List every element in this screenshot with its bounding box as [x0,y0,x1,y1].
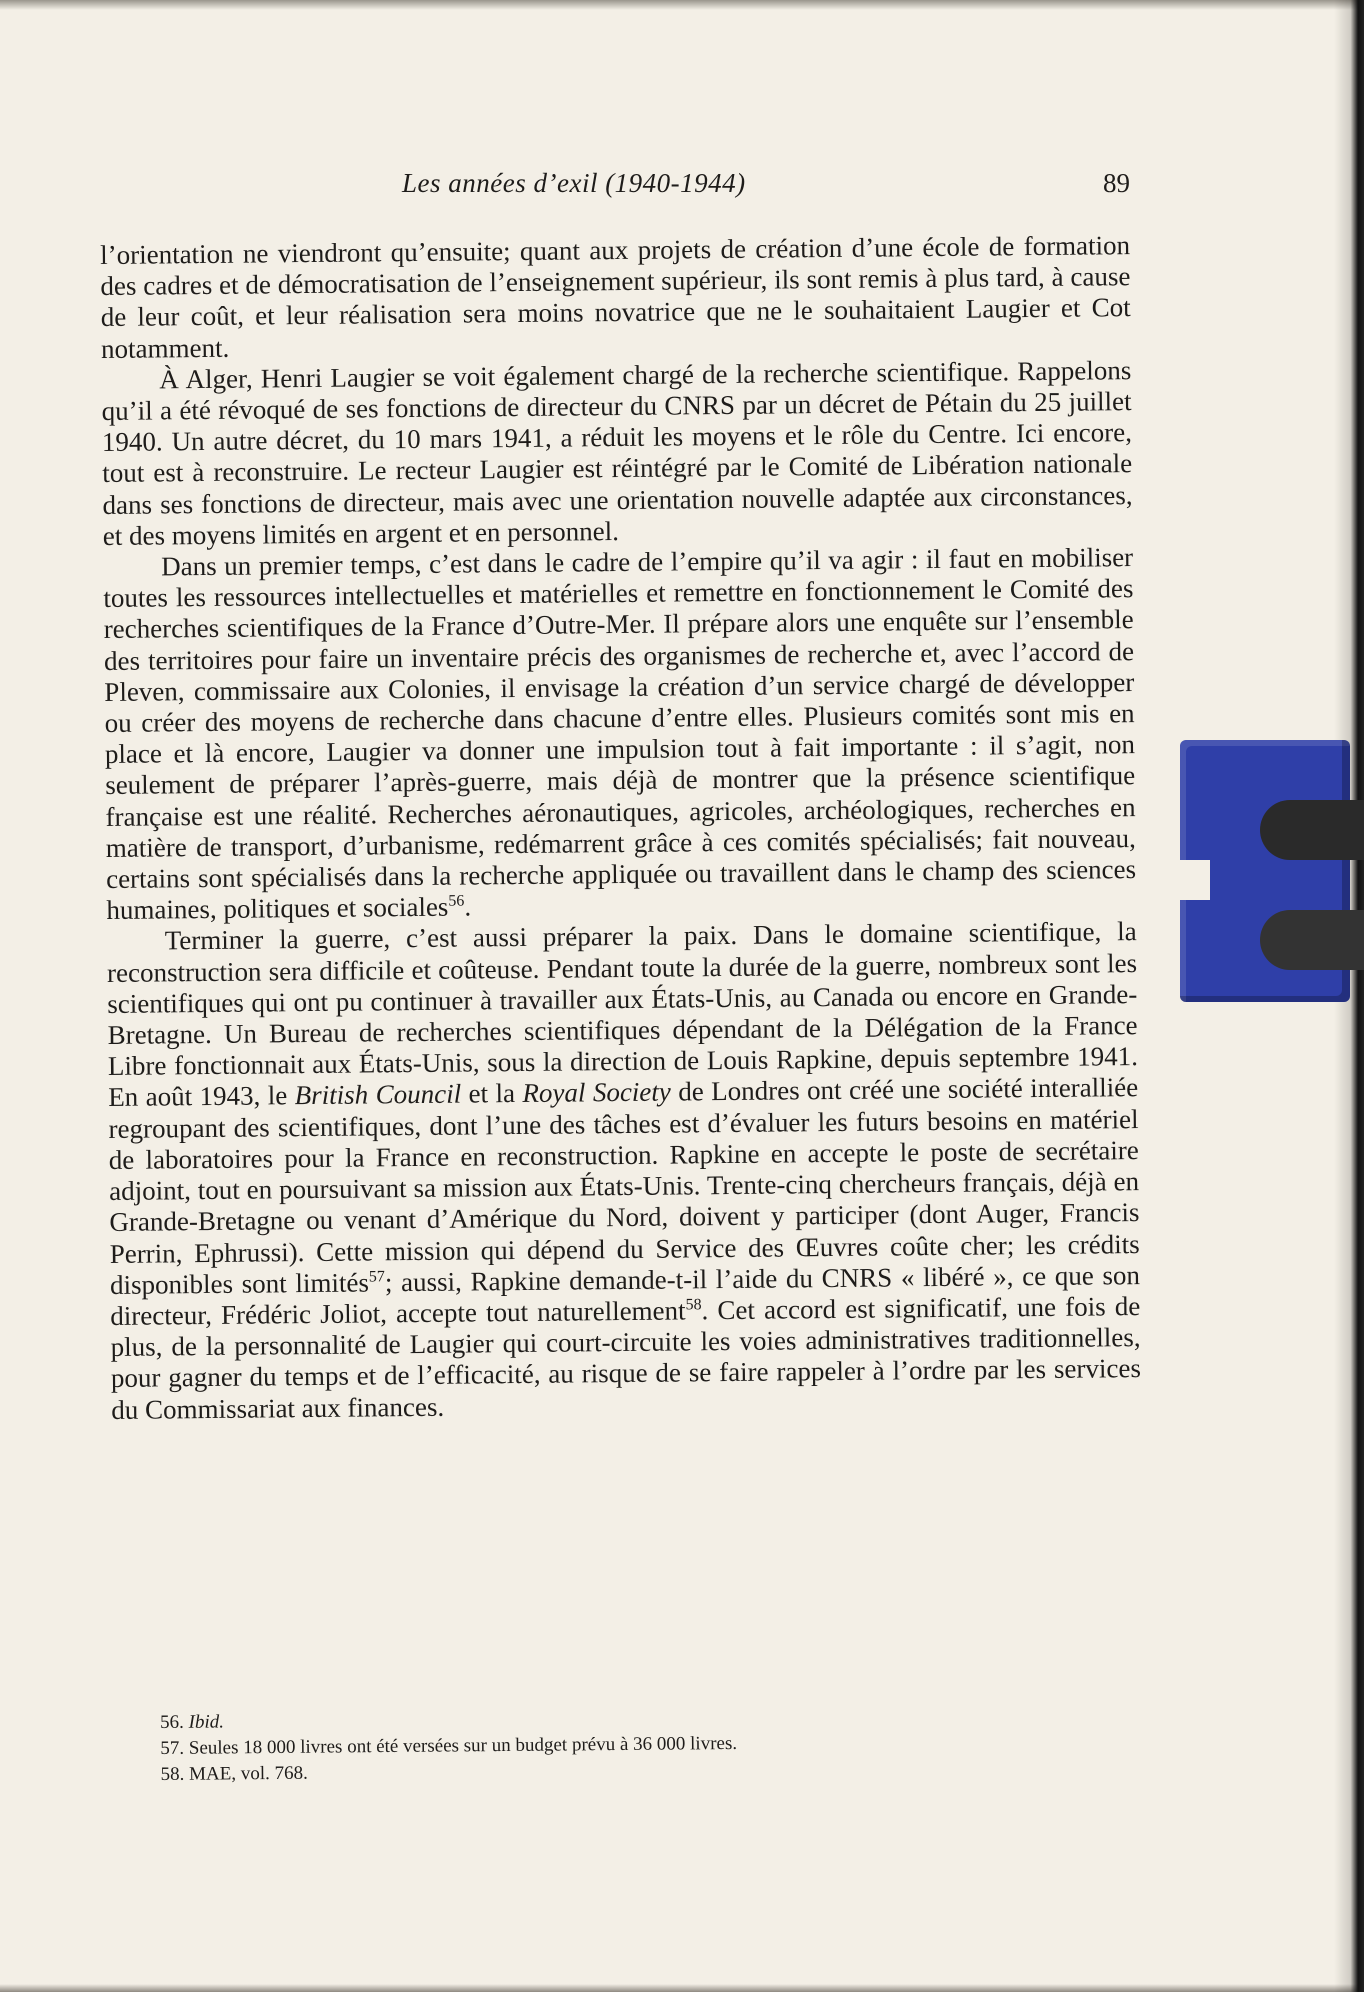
paragraph-3-end: . [464,891,472,922]
footnote-ref-57: 57 [368,1268,385,1286]
british-council-italic: British Council [294,1079,462,1111]
clip-jaw-top [1260,800,1364,860]
paragraph-2: À Alger, Henri Laugier se voit également chargé de la recherche scientifique. Rappelons qu’il a été révoqué de ses fonctions de directeur du CNRS par un décret de Pétain du 25 juillet 1940. Un autre décret, du 10 mars 1941, a réduit les moyens et le rôle du Centre. Ici encore, tout est à reconstruire. Le recteur Laugier est réintégré par le Comité de Libération nationale dans ses fonctions de directeur, mais avec une orientation nouvelle adaptée aux circonstances, et des moyens limités en argent et en personnel. [101,354,1133,551]
footnote-ref-58: 58 [685,1296,702,1314]
paragraph-4-part-d: ; aussi, Rapkine demande-t-il l’aide du CNRS « libéré », ce que son directeur, Frédéric Joliot, accepte tout naturellement [110,1259,1141,1331]
paragraph-4-part-e: . Cet accord est significatif, une fois de plus, de la personnalité de Laugier qui court-circuite les voies administratives traditionnelles, pour gagner du temps et de l’efficacité, au risque de se faire rappeler à l’ordre par les services du Commissariat aux finances. [110,1290,1142,1425]
running-title: Les années d’exil (1940-1944) [402,168,746,198]
footnote-text: MAE, vol. 768. [188,1762,308,1785]
body-text [100,230,1141,1426]
paragraph-1: l’orientation ne viendront qu’ensuite; quant aux projets de création d’une école de formation des cadres et de démocratisation de l’enseignement supérieur, ils sont remis à plus tard, à cause de leur coût, et leur réalisation sera moins novatrice que ne le souhaitaient Laugier et Cot notamment. [100,230,1131,364]
paragraph-4 [107,917,1142,1426]
footnote-number: 57. [160,1737,185,1759]
paragraph-3-text: Dans un premier temps, c’est dans le cadre de l’empire qu’il va agir : il faut en mobiliser toutes les ressources intellectuelles et matérielles et remettre en fonctionnement le Comité des recherches scientifiques de la France d’Outre-Mer. Il prépare alors une enquête sur l’ensemble des territoires pour faire un inventaire précis des organismes de recherche et, avec l’accord de Pleven, commissaire aux Colonies, il envisage la création d’un service chargé de développer ou créer des moyens de recherche dans chacune d’entre elles. Plusieurs comités sont mis en place et là encore, Laugier va donner une impulsion tout à fait importante : il s’agit, non seulement de préparer l’après-guerre, mais déjà de montrer que la présence scientifique française est une réalité. Recherches aéronautiques, agricoles, archéologiques, recherches en matière de transport, d’urbanisme, redémarrent grâce à ces comités spécialisés; fait nouveau, certains sont spécialisés dans la recherche appliquée ou travaillent dans le champ des sciences humaines, politiques et sociales [103,542,1137,926]
footnote-number: 58. [160,1763,185,1785]
footnote-text: Ibid. [188,1711,225,1733]
paragraph-4-part-a: Terminer la guerre, c’est aussi préparer la paix. Dans le domaine scientifique, la reconstruction sera difficile et coûteuse. Pendant toute la durée de la guerre, nombreux sont les scientifiques qui ont pu continuer à travailler aux États-Unis, au Canada ou encore en Grande-Bretagne. Un Bureau de recherches scientifiques dépendant de la Délégation de la France Libre fonctionnait aux États-Unis, sous la direction de Louis Rapkine, depuis septembre 1941. En août 1943, le [106,916,1139,1113]
clip-notch [1180,860,1210,900]
clip-jaw-bottom [1260,910,1364,970]
paragraph-4-part-b: et la [461,1078,523,1110]
paragraph-3 [103,542,1137,926]
royal-society-italic: Royal Society [522,1077,671,1109]
page-number: 89 [1103,168,1130,198]
footnote-number: 56. [160,1711,184,1733]
footnote-text: Seules 18 000 livres ont été versées sur un budget prévu à 36 000 livres. [188,1732,738,1759]
running-head [100,168,1130,208]
paragraph-4-part-c: de Londres ont créé une société interalliée regroupant des scientifiques, dont l’une des tâches est d’évaluer les futurs besoins en matériel de laboratoires pour la France en reconstruction. Rapkine en accepte le poste de secrétaire adjoint, tout en poursuivant sa mission aux États-Unis. Trente-cinq chercheurs français, déjà en Grande-Bretagne ou venant d’Amérique du Nord, doivent y participer (dont Auger, Francis Perrin, Ephrussi). Cette mission qui dépend du Service des Œuvres coûte cher; les crédits disponibles sont limités [108,1072,1140,1300]
page-bottom-edge [0,1984,1364,1992]
footnote-ref-56: 56 [448,892,465,910]
page-top-edge [0,0,1364,10]
page-clip [1180,740,1364,1010]
footnotes [160,1703,1001,1788]
